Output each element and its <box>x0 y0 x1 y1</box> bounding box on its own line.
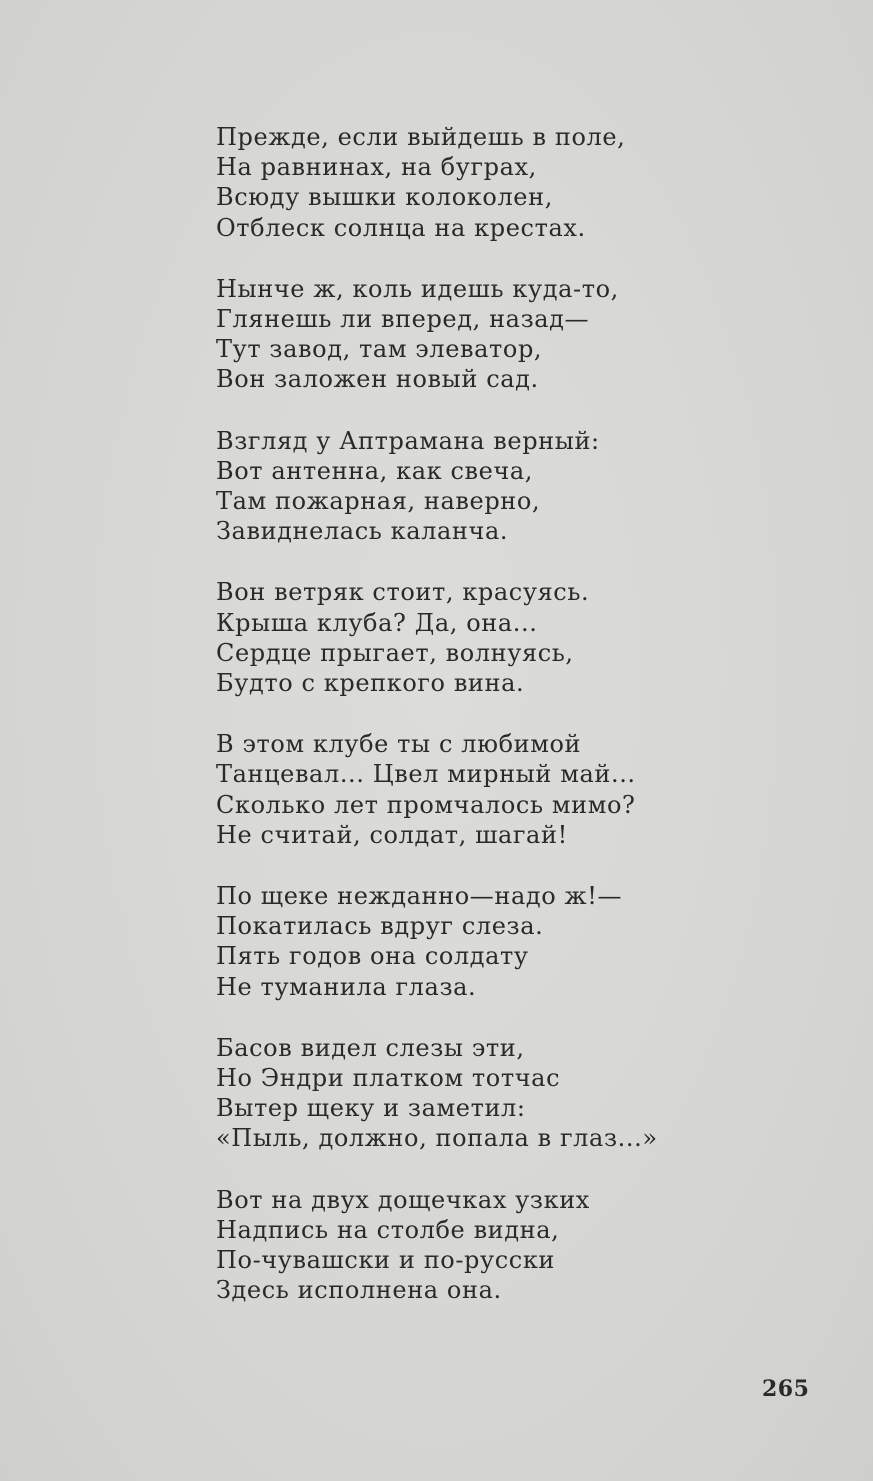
poem-line: Пять годов она солдату <box>216 942 529 971</box>
stanza-6 <box>216 881 736 1002</box>
poem-line: Завиднелась каланча. <box>216 517 509 546</box>
stanza-4 <box>216 577 736 698</box>
poem-line: Будто с крепкого вина. <box>216 669 525 698</box>
poem-line: Глянешь ли вперед, назад— <box>216 305 590 334</box>
poem-line: Вот на двух дощечках узких <box>216 1185 590 1214</box>
stanza-8 <box>216 1185 736 1306</box>
page-number: 265 <box>762 1376 810 1402</box>
poem-line: Нынче ж, коль идешь куда-то, <box>216 274 619 303</box>
poem-line: Вот антенна, как свеча, <box>216 456 534 485</box>
stanza-3 <box>216 426 736 547</box>
stanza-1 <box>216 122 736 243</box>
stanza-5 <box>216 729 736 850</box>
poem-line: Здесь исполнена она. <box>216 1276 502 1305</box>
poem-line: На равнинах, на буграх, <box>216 153 537 182</box>
stanza-7 <box>216 1033 736 1154</box>
poem-line: Тут завод, там элеватор, <box>216 335 543 364</box>
poem-line: Всюду вышки колоколен, <box>216 183 553 212</box>
poem <box>216 122 736 1337</box>
poem-line: Покатилась вдруг слеза. <box>216 912 544 941</box>
poem-line: Там пожарная, наверно, <box>216 487 541 516</box>
poem-line: Прежде, если выйдешь в поле, <box>216 123 626 151</box>
poem-line: Крыша клуба? Да, она... <box>216 608 538 637</box>
poem-line: «Пыль, должно, попала в глаз...» <box>216 1124 658 1153</box>
poem-line: Танцевал... Цвел мирный май... <box>216 760 636 789</box>
poem-line: Басов видел слезы эти, <box>216 1033 525 1062</box>
poem-line: Надпись на столбе видна, <box>216 1215 560 1244</box>
poem-line: По щеке нежданно—надо ж!— <box>216 882 623 911</box>
poem-line: Не считай, солдат, шагай! <box>216 820 568 849</box>
poem-line: Не туманила глаза. <box>216 972 477 1001</box>
poem-line: Отблеск солнца на крестах. <box>216 213 586 242</box>
poem-line: Вытер щеку и заметил: <box>216 1094 526 1123</box>
poem-line: В этом клубе ты с любимой <box>216 730 582 759</box>
stanza-2 <box>216 274 736 395</box>
poem-line: Сколько лет промчалось мимо? <box>216 790 636 819</box>
poem-line: Сердце прыгает, волнуясь, <box>216 638 574 667</box>
poem-line: Но Эндри платком тотчас <box>216 1064 561 1093</box>
poem-line: Вон ветряк стоит, красуясь. <box>216 578 590 607</box>
poem-line: Взгляд у Аптрамана верный: <box>216 426 600 455</box>
poem-line: Вон заложен новый сад. <box>216 365 539 394</box>
poem-line: По-чувашски и по-русски <box>216 1246 556 1275</box>
